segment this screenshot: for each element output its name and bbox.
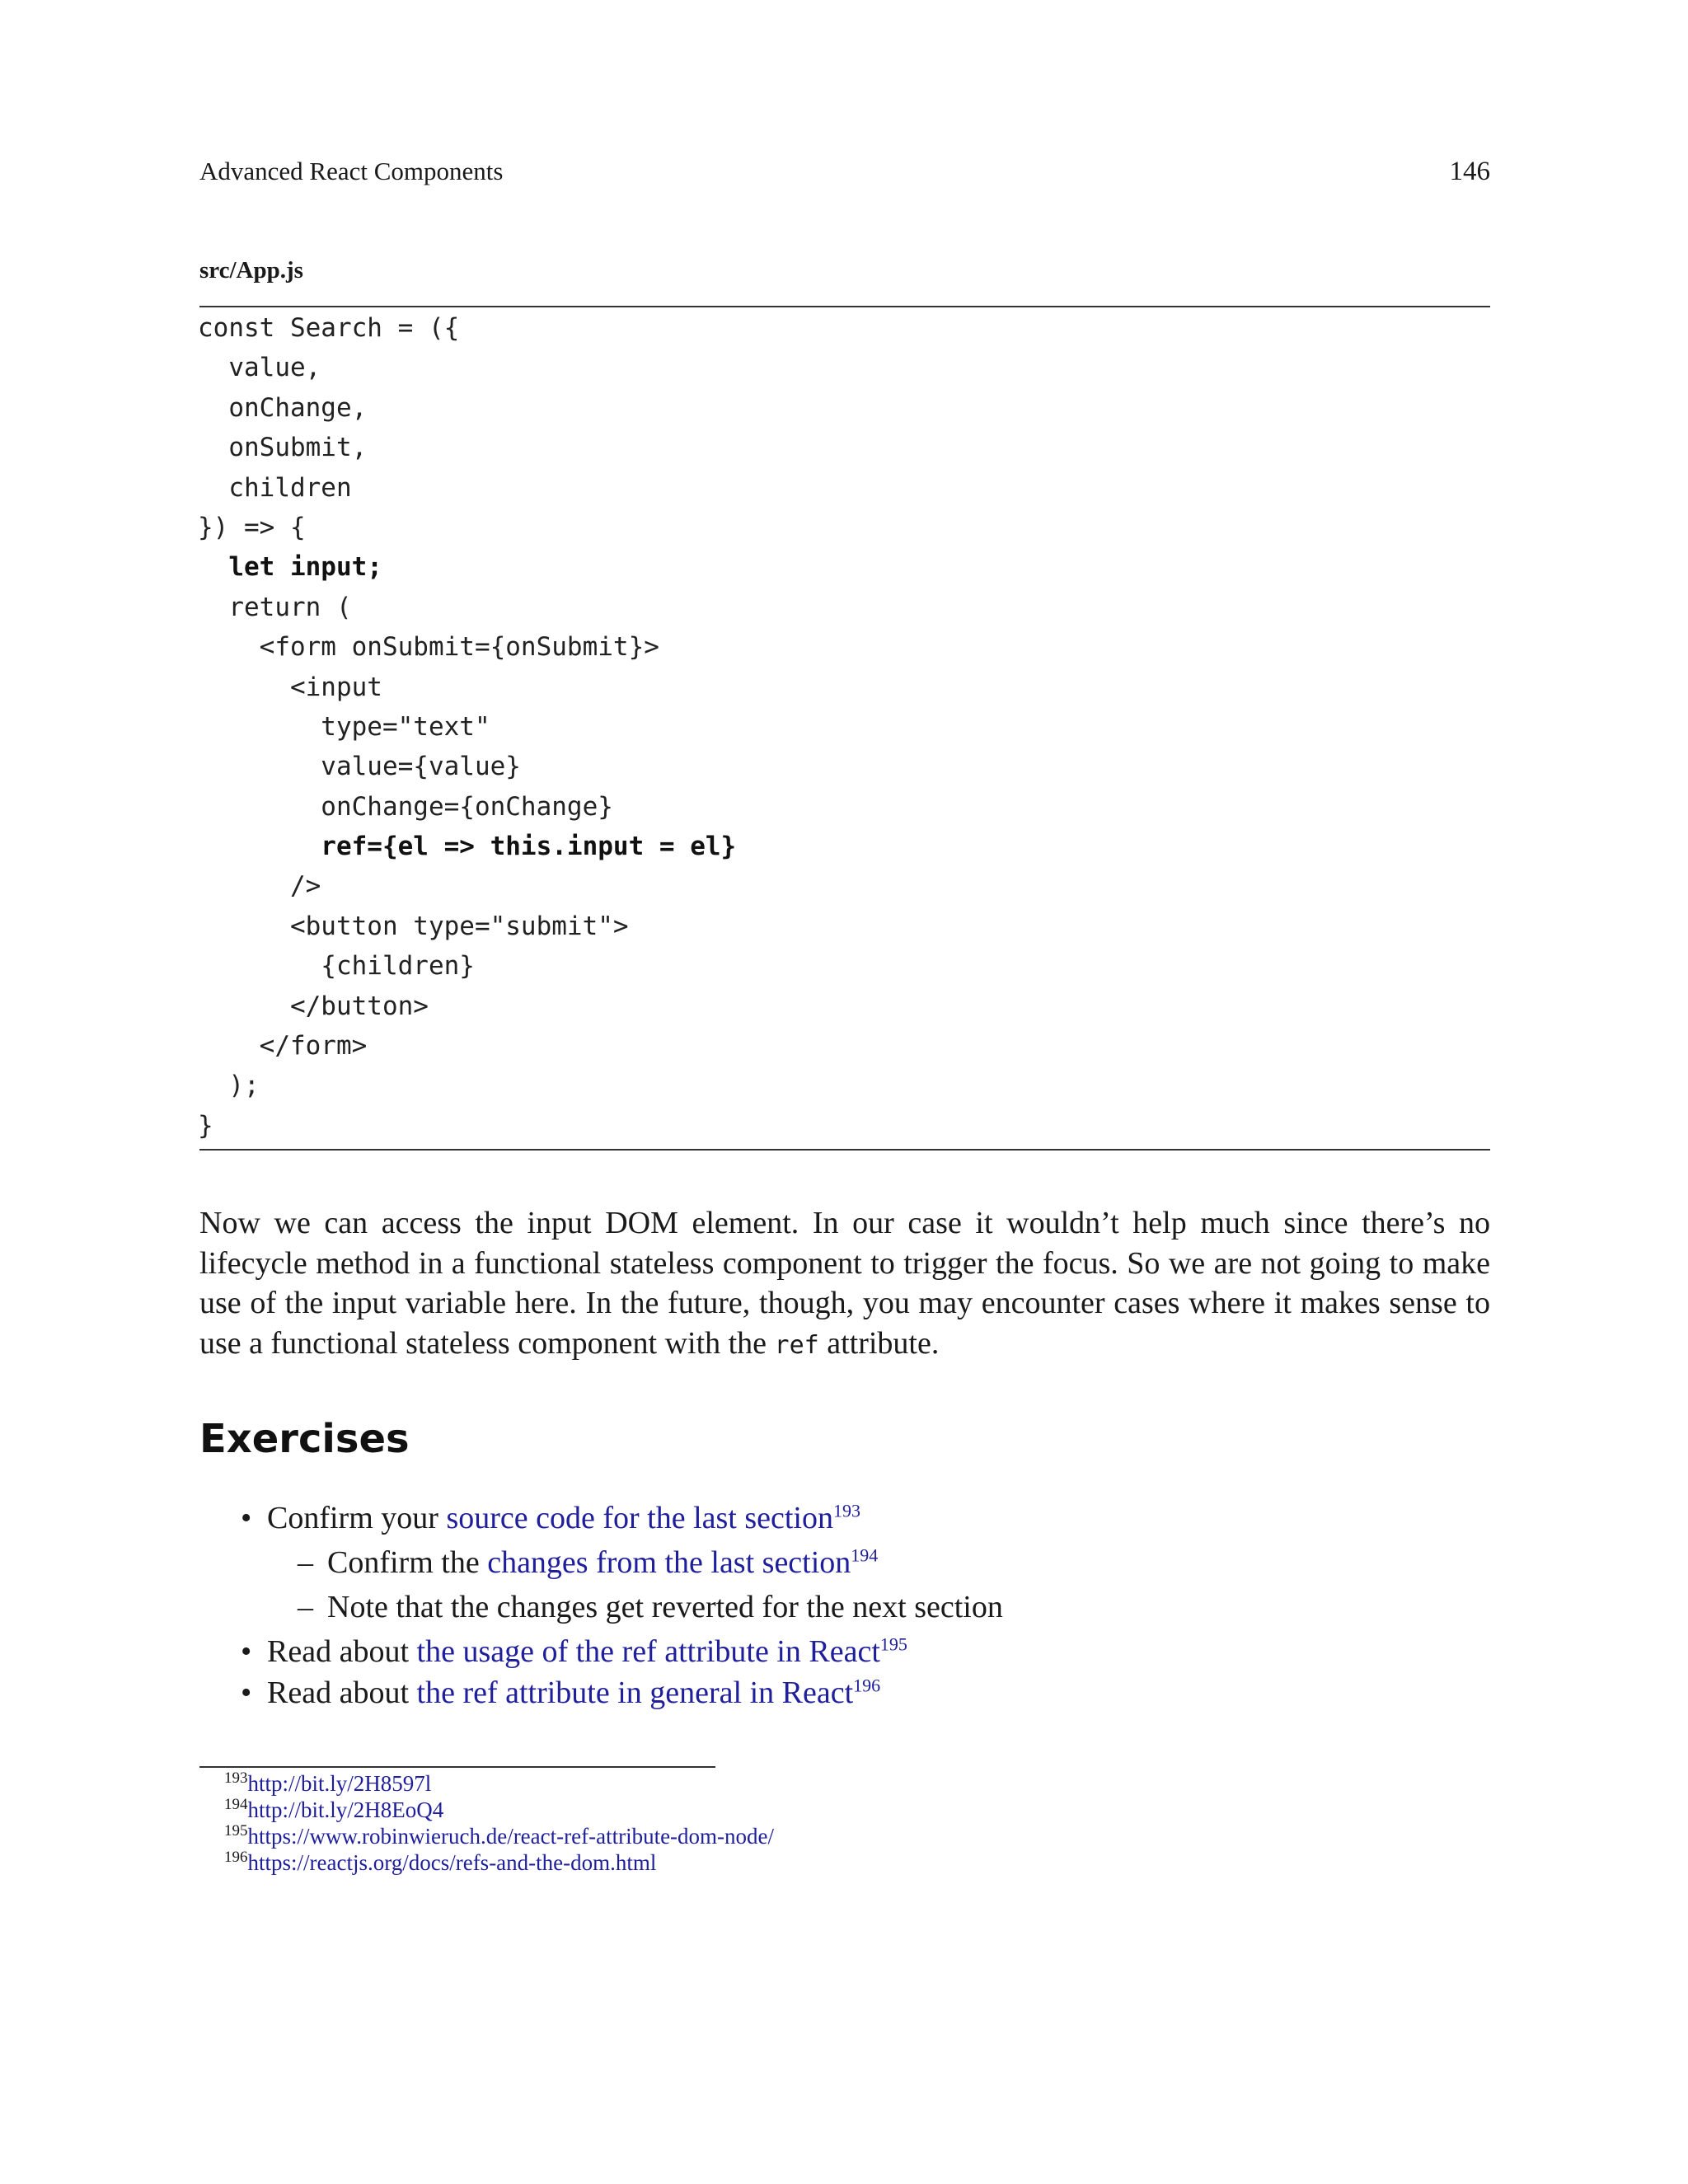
code-line: }	[198, 1110, 213, 1141]
list-item-confirm-changes	[298, 1544, 879, 1581]
footnote-ref[interactable]: 196	[853, 1675, 881, 1696]
code-line: value,	[198, 353, 321, 383]
code-line: onSubmit,	[198, 433, 368, 463]
footnote	[224, 1823, 774, 1849]
code-filename: src/App.js	[199, 257, 303, 284]
code-line: value={value}	[198, 752, 521, 782]
dash-icon: –	[298, 1545, 313, 1580]
item-prefix: Confirm the	[327, 1545, 488, 1580]
footnote-link[interactable]: https://reactjs.org/docs/refs-and-the-dom.html	[247, 1850, 657, 1875]
code-line: let input;	[198, 552, 382, 583]
item-text: Note that the changes get reverted for the next section	[327, 1590, 1003, 1624]
paragraph-text-before: Now we can access the input DOM element. In our case it wouldn’t help much since there’s no lifecycle method in a functional stateless component to trigger the focus. So we are not going to make use of the input variable here. In the future, though, you may encounter cases where it makes sense to use a functional stateless component with the	[199, 1206, 1490, 1361]
item-prefix: Confirm your	[267, 1501, 447, 1535]
code-line: <button type="submit">	[198, 911, 629, 941]
footnote	[224, 1770, 774, 1797]
list-item-confirm-source	[241, 1500, 860, 1536]
code-line: onChange={onChange}	[198, 791, 613, 822]
footnote-link[interactable]: http://bit.ly/2H8EoQ4	[247, 1797, 444, 1822]
footnote-ref[interactable]: 194	[851, 1544, 879, 1566]
link-ref-general[interactable]: the ref attribute in general in React	[416, 1675, 854, 1710]
bullet-icon: •	[241, 1501, 252, 1535]
footnote-number: 196	[224, 1849, 248, 1866]
footnote-number: 194	[224, 1796, 248, 1813]
running-header	[199, 157, 1490, 193]
footnotes	[224, 1770, 774, 1876]
code-line: </form>	[198, 1031, 368, 1062]
footnote	[224, 1797, 774, 1823]
chapter-title: Advanced React Components	[199, 157, 504, 185]
code-line: }) => {	[198, 512, 306, 542]
link-source-code[interactable]: source code for the last section	[446, 1501, 833, 1535]
bullet-icon: •	[241, 1634, 252, 1669]
paragraph-text-after: attribute.	[818, 1325, 940, 1361]
footnote-number: 195	[224, 1822, 248, 1840]
code-line: <input	[198, 672, 382, 702]
footnote-link[interactable]: http://bit.ly/2H8597l	[247, 1771, 432, 1796]
code-line: return (	[198, 592, 352, 622]
item-prefix: Read about	[267, 1634, 417, 1669]
footnote-ref[interactable]: 193	[832, 1500, 860, 1521]
code-bottom-rule	[199, 1149, 1490, 1151]
bullet-icon: •	[241, 1675, 252, 1710]
code-line: );	[198, 1071, 260, 1101]
page-number: 146	[1449, 157, 1490, 186]
link-changes[interactable]: changes from the last section	[487, 1545, 851, 1580]
code-line: const Search = ({	[198, 313, 460, 343]
dash-icon: –	[298, 1590, 313, 1624]
code-line: </button>	[198, 991, 429, 1021]
code-line: <form onSubmit={onSubmit}>	[198, 632, 659, 663]
list-item-read-ref-general	[241, 1675, 881, 1711]
code-line: ref={el => this.input = el}	[198, 832, 737, 862]
code-line: children	[198, 472, 352, 503]
code-line: />	[198, 871, 321, 902]
code-line: {children}	[198, 951, 475, 982]
code-top-rule	[199, 306, 1490, 307]
footnote-link[interactable]: https://www.robinwieruch.de/react-ref-attribute-dom-node/	[247, 1824, 775, 1849]
code-block	[198, 308, 1490, 1146]
footnote-ref[interactable]: 195	[879, 1633, 907, 1655]
inline-code-ref: ref	[774, 1330, 819, 1360]
footnote	[224, 1849, 774, 1876]
body-paragraph	[199, 1203, 1490, 1366]
item-prefix: Read about	[267, 1675, 417, 1710]
footnote-number: 193	[224, 1769, 248, 1787]
code-line: type="text"	[198, 711, 490, 742]
code-line: onChange,	[198, 392, 368, 423]
link-ref-usage[interactable]: the usage of the ref attribute in React	[416, 1634, 880, 1669]
exercises-heading: Exercises	[199, 1416, 410, 1462]
list-item-read-ref-usage	[241, 1633, 907, 1670]
list-item-note-reverted	[298, 1589, 1003, 1625]
footnote-rule	[199, 1766, 715, 1768]
